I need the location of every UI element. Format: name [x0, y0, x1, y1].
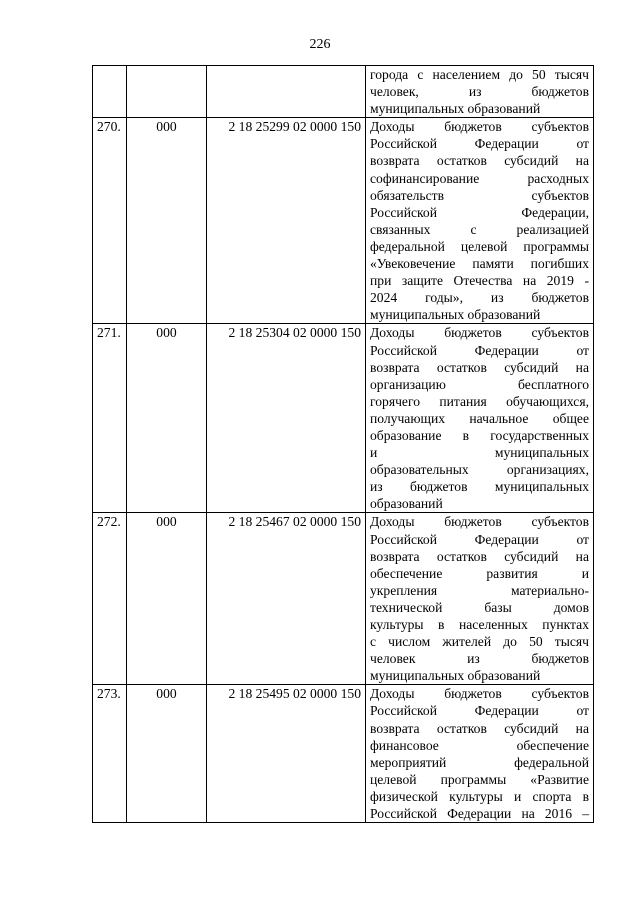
- description-line: Российской Федерации от: [370, 703, 589, 719]
- description-line: мероприятий федеральной: [370, 754, 589, 770]
- revenue-description: [366, 685, 594, 823]
- row-number: 272.: [93, 513, 127, 685]
- row-number: 270.: [93, 118, 127, 324]
- description-line: укрепления материально-: [370, 582, 589, 598]
- description-line: «Увековечение памяти погибших: [370, 256, 589, 272]
- description-line: возврата остатков субсидий на: [370, 359, 589, 375]
- row-number: [93, 66, 127, 118]
- revenue-description: [366, 66, 594, 118]
- description-line: связанных с реализацией: [370, 221, 589, 237]
- table-row: [93, 66, 594, 118]
- admin-code: 000: [127, 118, 207, 324]
- revenue-description: [366, 513, 594, 685]
- description-line: Российской Федерации от: [370, 136, 589, 152]
- description-line: целевой программы «Развитие: [370, 771, 589, 787]
- admin-code: 000: [127, 324, 207, 513]
- description-line: муниципальных образований: [370, 307, 541, 323]
- description-line: с числом жителей до 50 тысяч: [370, 634, 589, 650]
- row-number: 271.: [93, 324, 127, 513]
- kbk-code: 2 18 25467 02 0000 150: [207, 513, 366, 685]
- description-line: организацию бесплатного: [370, 376, 589, 392]
- description-line: Доходы бюджетов субъектов: [370, 686, 589, 702]
- description-line: образований: [370, 496, 443, 512]
- budget-revenue-table: [92, 65, 594, 823]
- kbk-code: 2 18 25299 02 0000 150: [207, 118, 366, 324]
- description-line: Российской Федерации от: [370, 342, 589, 358]
- description-line: 2024 годы», из бюджетов: [370, 290, 589, 306]
- description-line: обеспечение развития и: [370, 565, 589, 581]
- kbk-code: 2 18 25495 02 0000 150: [207, 685, 366, 823]
- description-line: финансовое обеспечение: [370, 737, 589, 753]
- description-line: софинансирование расходных: [370, 170, 589, 186]
- description-line: города с населением до 50 тысяч: [370, 67, 589, 82]
- description-line: Доходы бюджетов субъектов: [370, 119, 589, 135]
- description-line: из бюджетов муниципальных: [370, 479, 589, 495]
- description-line: получающих начальное общее: [370, 410, 589, 426]
- description-line: федеральной целевой программы: [370, 238, 589, 254]
- revenue-description: [366, 118, 594, 324]
- description-line: возврата остатков субсидий на: [370, 153, 589, 169]
- admin-code: 000: [127, 685, 207, 823]
- description-line: возврата остатков субсидий на: [370, 548, 589, 564]
- description-line: возврата остатков субсидий на: [370, 720, 589, 736]
- description-line: человек из бюджетов: [370, 651, 589, 667]
- table-row: [93, 118, 594, 324]
- description-line: физической культуры и спорта в: [370, 788, 589, 804]
- table-row: [93, 685, 594, 823]
- admin-code: 000: [127, 513, 207, 685]
- description-line: человек, из бюджетов: [370, 84, 589, 100]
- description-line: Доходы бюджетов субъектов: [370, 325, 589, 341]
- kbk-code: [207, 66, 366, 118]
- description-line: при защите Отечества на 2019 -: [370, 273, 589, 289]
- admin-code: [127, 66, 207, 118]
- kbk-code: 2 18 25304 02 0000 150: [207, 324, 366, 513]
- description-line: образовательных организациях,: [370, 462, 589, 478]
- page-number: 226: [309, 37, 331, 52]
- description-line: муниципальных образований: [370, 101, 541, 117]
- description-line: и муниципальных: [370, 445, 589, 461]
- row-number: 273.: [93, 685, 127, 823]
- description-line: технической базы домов: [370, 599, 589, 615]
- description-line: Российской Федерации от: [370, 531, 589, 547]
- description-line: образование в государственных: [370, 427, 589, 443]
- description-line: Доходы бюджетов субъектов: [370, 514, 589, 530]
- table-row: [93, 513, 594, 685]
- description-line: Российской Федерации,: [370, 204, 589, 220]
- description-line: муниципальных образований: [370, 668, 541, 684]
- table-body: [93, 66, 594, 823]
- description-line: горячего питания обучающихся,: [370, 393, 589, 409]
- revenue-description: [366, 324, 594, 513]
- description-line: культуры в населенных пунктах: [370, 617, 589, 632]
- description-line: Российской Федерации на 2016 –: [370, 806, 589, 822]
- description-line: обязательств субъектов: [370, 187, 589, 203]
- table-row: [93, 324, 594, 513]
